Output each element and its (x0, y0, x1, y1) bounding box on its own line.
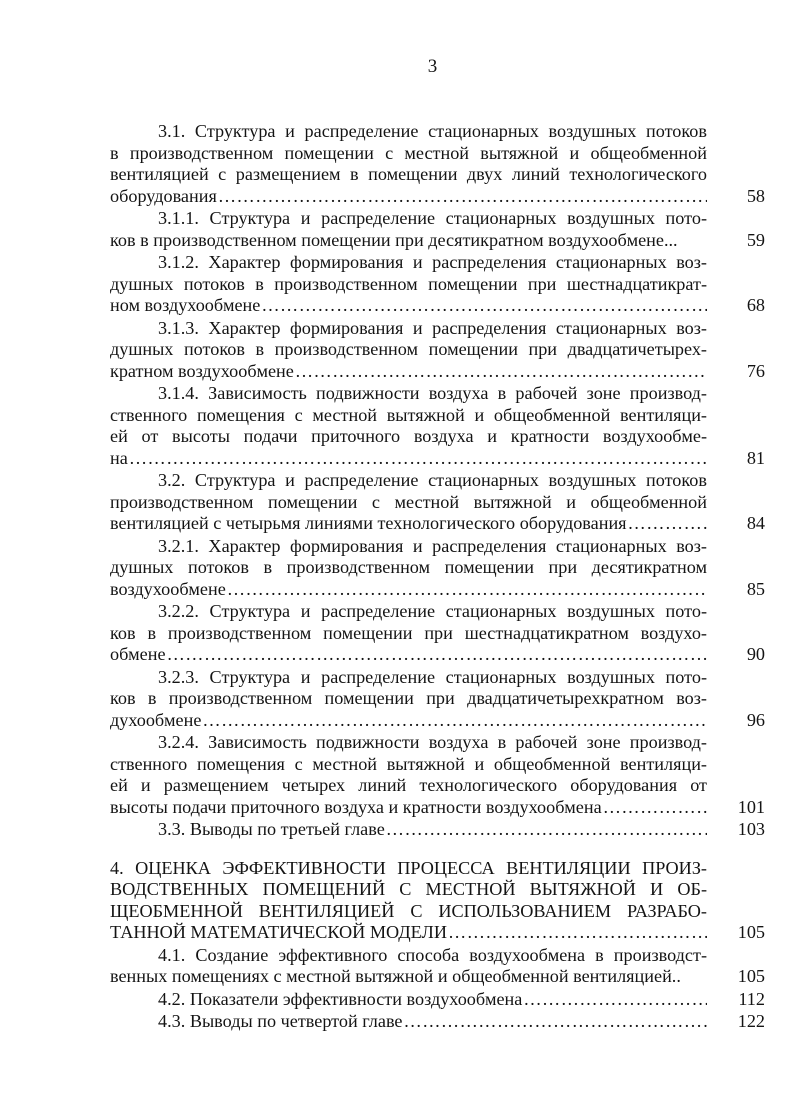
dot-leader (603, 797, 707, 819)
toc-line: высоты подачи приточного воздуха и кратности воздухообмена (110, 796, 602, 817)
toc-entry-text (110, 945, 715, 988)
toc-entry-3-1[interactable] (110, 121, 765, 207)
toc-line: венных помещениях с местной вытяжной и общеобменной вентиляцией.. (110, 966, 681, 986)
dot-leader (386, 819, 707, 841)
toc-entry-3-2-2[interactable] (110, 601, 765, 666)
toc-line: 3.3. Выводы по третьей главе (158, 819, 385, 839)
toc-page-number: 84 (746, 513, 765, 533)
dot-leader (628, 513, 707, 535)
toc-chapter-4[interactable] (110, 858, 765, 944)
toc-entry-4-2[interactable] (110, 989, 765, 1011)
toc-entry-text (110, 1011, 715, 1033)
dot-leader (295, 361, 707, 383)
toc-line: кратном воздухообмене (110, 360, 294, 381)
toc-line: 3.2.3. Структура и распределение стационарных воздушных пото- (158, 666, 707, 687)
toc-entry-3-3[interactable] (110, 819, 765, 841)
toc-entry-3-1-2[interactable] (110, 252, 765, 317)
toc-page-number: 122 (737, 1011, 765, 1031)
toc-page-number: 59 (746, 229, 765, 250)
toc-line: 3.1.3. Характер формирования и распределения стационарных воз- (158, 317, 707, 338)
toc-entry-text (110, 732, 715, 818)
toc-entry-text (110, 208, 715, 251)
toc-entry-text (110, 989, 715, 1011)
toc-entry-text (110, 667, 715, 732)
toc-line: ков в производственном помещении при десятикратном воздухообмене... (110, 229, 678, 250)
toc-line: ков в производственном помещении при двадцатичетырехкратном воз- (110, 688, 707, 708)
toc-page-number: 90 (746, 644, 765, 664)
toc-line: 3.2.1. Характер формирования и распределения стационарных воз- (158, 535, 707, 556)
dot-leader (523, 989, 707, 1011)
toc-line: ственного помещения с местной вытяжной и общеобменной вентиляци- (110, 404, 707, 425)
toc-line: духообмене (110, 709, 202, 730)
toc-line: 3.1. Структура и распределение стационарных воздушных потоков (158, 121, 707, 141)
toc-line: на (110, 447, 128, 468)
toc-page-number: 105 (737, 922, 765, 942)
toc-entry-3-2-4[interactable] (110, 732, 765, 818)
toc-entry-3-1-3[interactable] (110, 318, 765, 383)
toc-entry-text (110, 819, 715, 841)
toc-page-number: 58 (746, 185, 765, 206)
toc-line: ВОДСТВЕННЫХ ПОМЕЩЕНИЙ С МЕСТНОЙ ВЫТЯЖНОЙ И ОБ- (110, 879, 707, 899)
toc-entry-3-1-1[interactable] (110, 208, 765, 251)
toc-entry-text (110, 318, 715, 383)
toc-line: 3.1.1. Структура и распределение стационарных воздушных пото- (158, 208, 707, 228)
toc-entry-text (110, 470, 715, 535)
dot-leader (448, 922, 707, 944)
toc-line: 4. ОЦЕНКА ЭФФЕКТИВНОСТИ ПРОЦЕССА ВЕНТИЛЯЦИИ ПРОИЗ- (110, 857, 707, 878)
dot-leader (167, 644, 707, 666)
toc-line: душных потоков в производственном помещении при десятикратном (110, 557, 707, 577)
toc-line: оборудования (110, 185, 217, 206)
toc-page-number: 96 (746, 709, 765, 730)
toc-line: 3.2. Структура и распределение стационарных воздушных потоков (158, 470, 707, 490)
toc-line: 3.1.4. Зависимость подвижности воздуха в рабочей зоне производ- (158, 383, 707, 403)
toc-line: ков в производственном помещении при шестнадцатикратном воздухо- (110, 622, 707, 643)
toc-line: 3.2.2. Структура и распределение стационарных воздушных пото- (158, 601, 707, 621)
dot-leader (218, 186, 707, 208)
toc-entry-text (110, 536, 715, 601)
toc-line: ТАННОЙ МАТЕМАТИЧЕСКОЙ МОДЕЛИ (110, 922, 447, 942)
toc-entry-3-1-4[interactable] (110, 383, 765, 469)
toc-line: ЩЕОБМЕННОЙ ВЕНТИЛЯЦИЕЙ С ИСПОЛЬЗОВАНИЕМ РАЗРАБО- (110, 900, 707, 921)
table-of-contents (110, 121, 765, 1034)
toc-line: ном воздухообмене (110, 295, 261, 315)
toc-page-number: 103 (737, 819, 765, 839)
toc-page-number: 81 (746, 447, 765, 468)
dot-leader (227, 579, 707, 601)
toc-page-number: 112 (738, 988, 765, 1009)
toc-line: 3.1.2. Характер формирования и распределения стационарных воз- (158, 252, 707, 272)
dot-leader (129, 448, 707, 470)
toc-line: душных потоков в производственном помещении при двадцатичетырех- (110, 339, 707, 359)
toc-line: 4.3. Выводы по четвертой главе (158, 1011, 403, 1031)
toc-page-number: 76 (746, 360, 765, 381)
toc-line: душных потоков в производственном помещении при шестнадцатикрат- (110, 273, 707, 294)
toc-entry-3-2[interactable] (110, 470, 765, 535)
toc-page-number: 68 (746, 295, 765, 315)
toc-entry-3-2-3[interactable] (110, 667, 765, 732)
toc-line: в производственном помещении с местной вытяжной и общеобменной (110, 142, 707, 163)
toc-entry-3-2-1[interactable] (110, 536, 765, 601)
toc-entry-text (110, 858, 715, 944)
toc-line: 3.2.4. Зависимость подвижности воздуха в рабочей зоне производ- (158, 732, 707, 752)
page-number: 3 (427, 56, 438, 77)
toc-line: вентиляцией с размещением в помещении двух линий технологического (110, 164, 707, 184)
toc-entry-4-1[interactable] (110, 945, 765, 988)
toc-entry-4-3[interactable] (110, 1011, 765, 1033)
toc-entry-text (110, 383, 715, 469)
dot-leader (404, 1011, 708, 1033)
toc-entry-text (110, 121, 715, 207)
toc-page-number: 85 (746, 578, 765, 599)
toc-line: обмене (110, 644, 166, 664)
toc-page-number: 105 (737, 966, 765, 986)
dot-leader (202, 710, 707, 732)
toc-line: 4.1. Создание эффективного способа воздухообмена в производст- (158, 944, 707, 965)
toc-line: ей от высоты подачи приточного воздуха и кратности воздухообме- (110, 426, 707, 446)
toc-line: производственном помещении с местной вытяжной и общеобменной (110, 491, 707, 512)
toc-line: 4.2. Показатели эффективности воздухообмена (158, 988, 523, 1009)
dot-leader (261, 295, 707, 317)
toc-line: вентиляцией с четырьмя линиями технологического оборудования (110, 513, 627, 533)
toc-line: ственного помещения с местной вытяжной и общеобменной вентиляци- (110, 753, 707, 774)
toc-page-number: 101 (737, 796, 765, 817)
toc-entry-text (110, 601, 715, 666)
toc-entry-text (110, 252, 715, 317)
toc-line: ей и размещением четырех линий технологического оборудования от (110, 775, 707, 795)
toc-line: воздухообмене (110, 578, 226, 599)
